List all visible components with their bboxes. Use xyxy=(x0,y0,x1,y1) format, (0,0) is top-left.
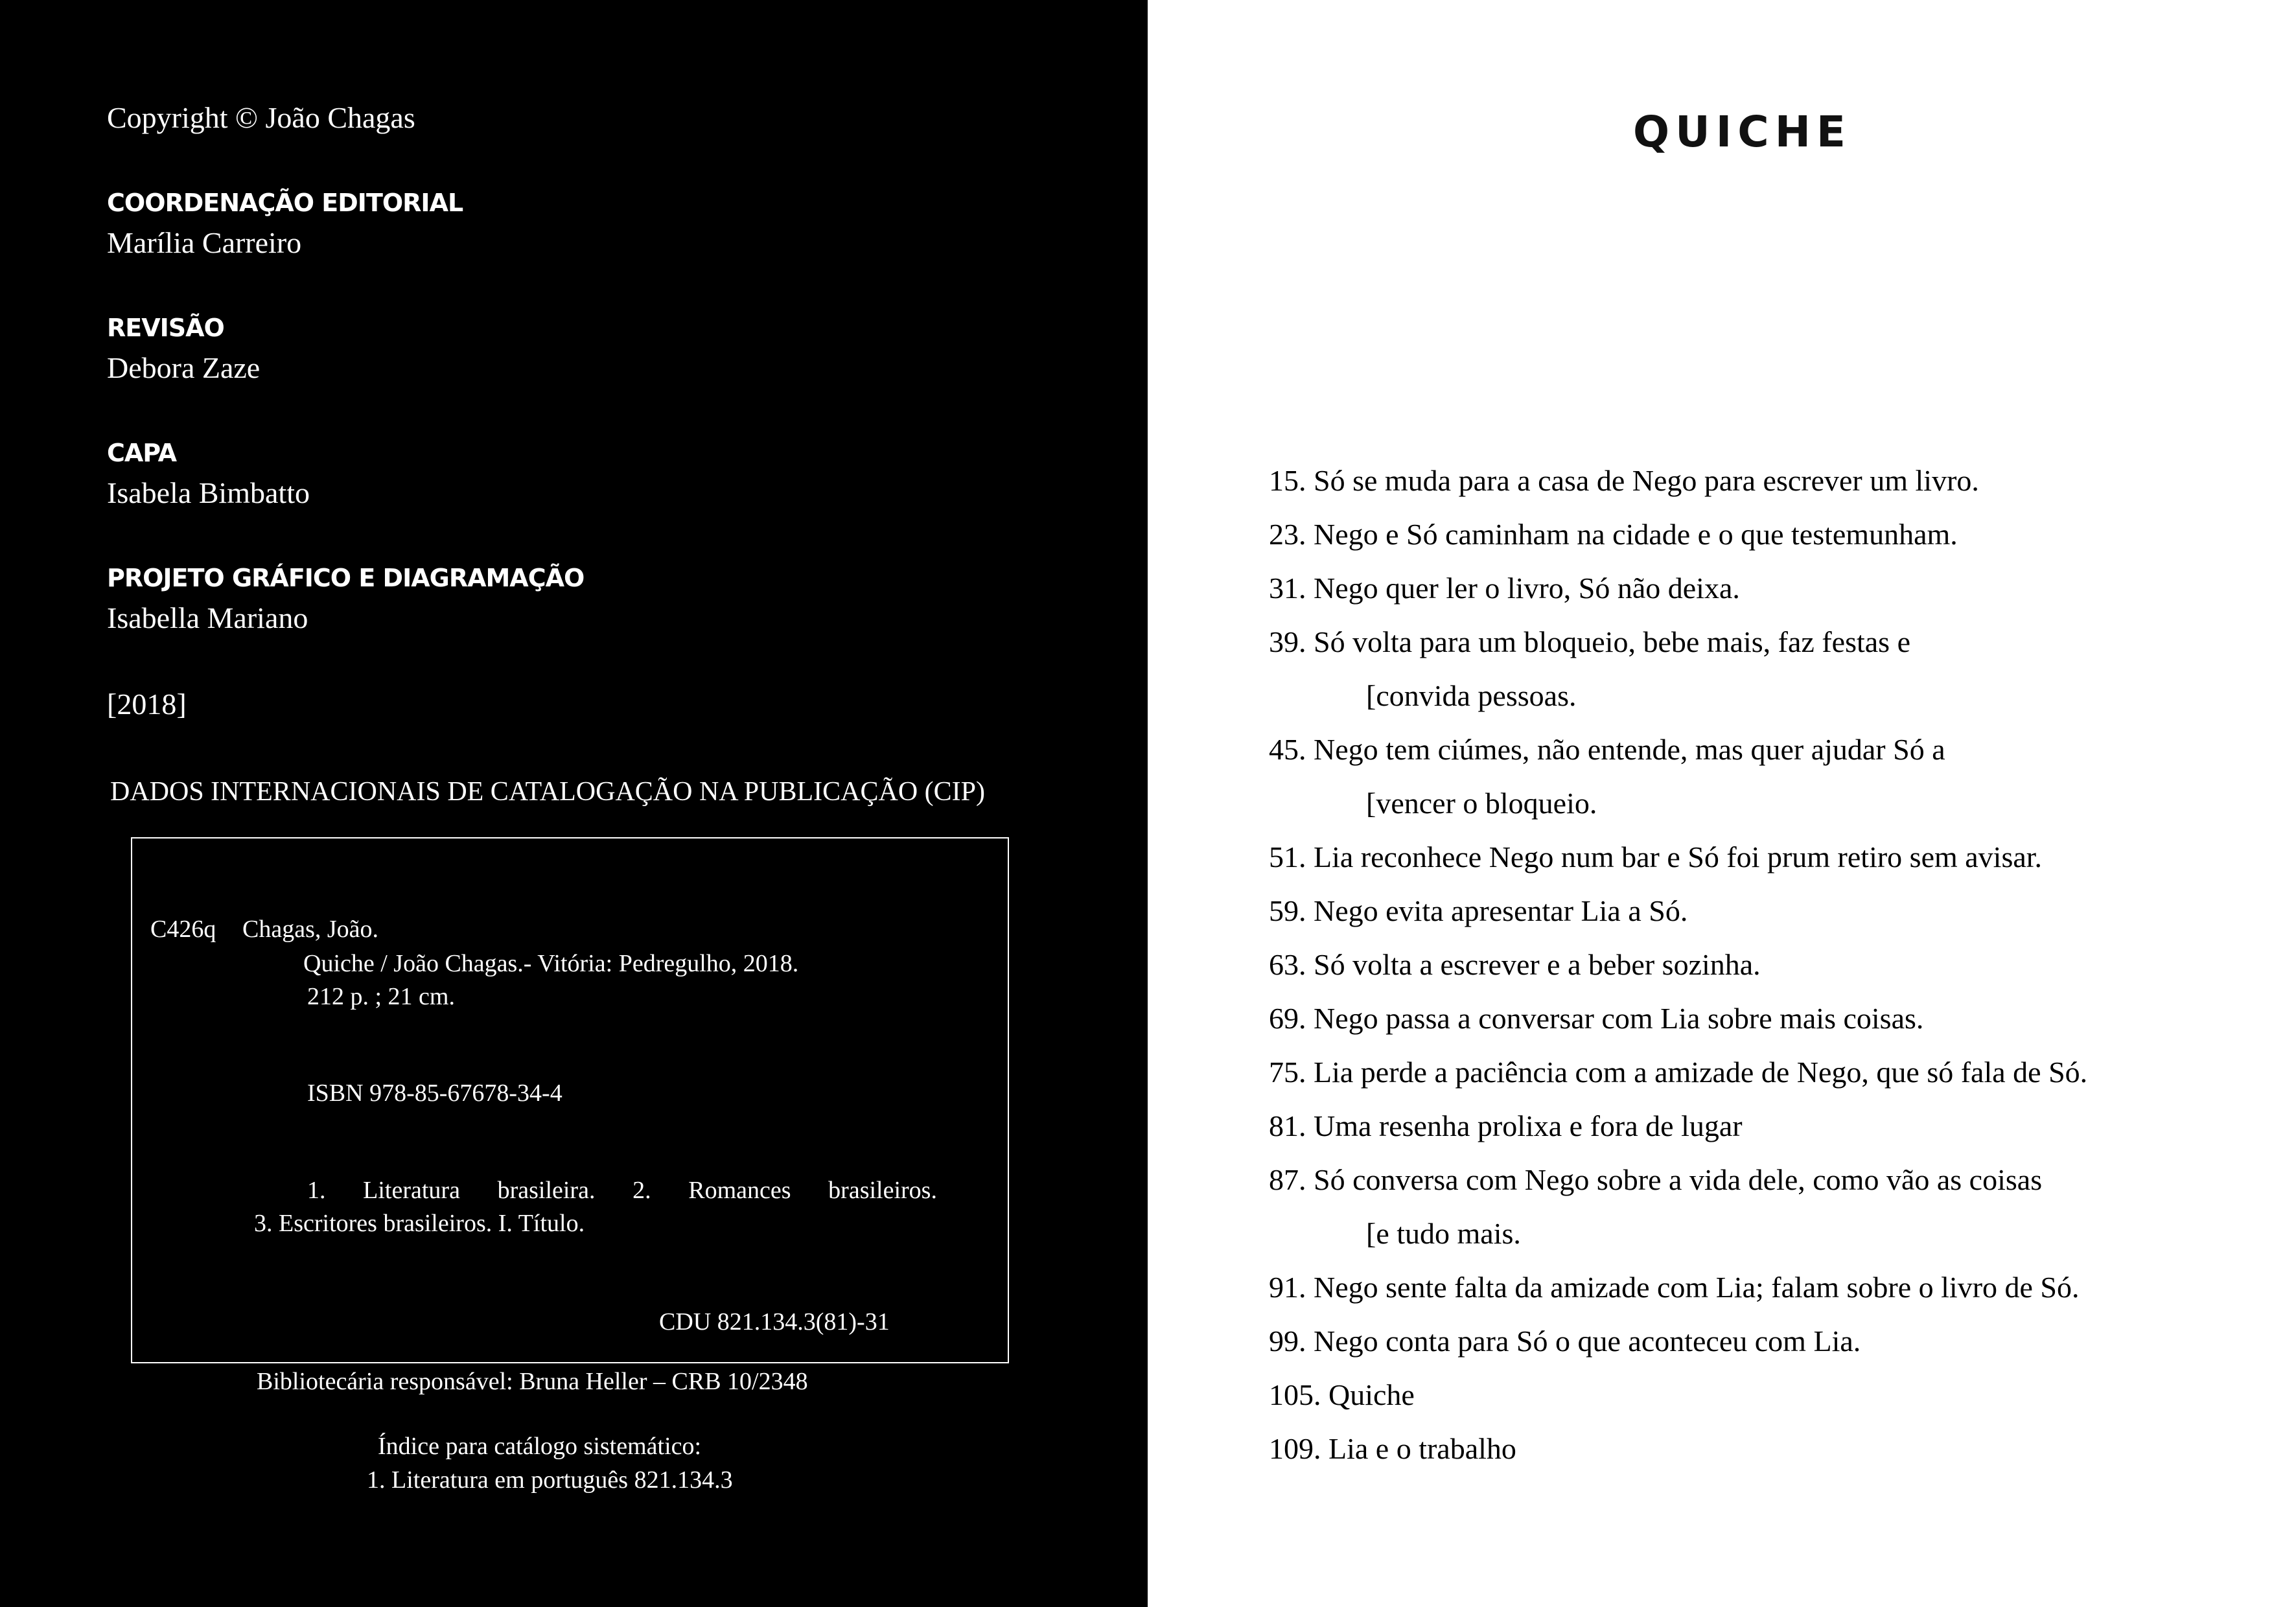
credit-name-coordination: Marília Carreiro xyxy=(107,226,302,259)
book-title: QUICHE xyxy=(1633,107,1852,157)
credit-name-cover: Isabela Bimbatto xyxy=(107,476,310,509)
toc-entry: 99. Nego conta para Só o que aconteceu com Lia. xyxy=(1269,1324,1861,1358)
cip-subject-word: 1. xyxy=(307,1177,326,1204)
cip-subjects-line-1 xyxy=(307,1176,937,1205)
toc-entry: 105. Quiche xyxy=(1269,1378,1415,1411)
toc-entry: 91. Nego sente falta da amizade com Lia; falam sobre o livro de Só. xyxy=(1269,1271,2080,1304)
cip-pages: 212 p. ; 21 cm. xyxy=(307,983,455,1010)
toc-entry: 69. Nego passa a conversar com Lia sobre mais coisas. xyxy=(1269,1002,1924,1035)
cip-subject-word: brasileira. xyxy=(497,1177,596,1204)
index-entry: 1. Literatura em português 821.134.3 xyxy=(367,1466,733,1494)
copyright-line: Copyright © João Chagas xyxy=(107,101,415,134)
credit-label-revision: REVISÃO xyxy=(107,314,224,342)
publication-year: [2018] xyxy=(107,688,187,721)
toc-entry: 59. Nego evita apresentar Lia a Só. xyxy=(1269,894,1688,927)
credit-label-coordination: COORDENAÇÃO EDITORIAL xyxy=(107,189,463,217)
toc-entry: 75. Lia perde a paciência com a amizade de Nego, que só fala de Só. xyxy=(1269,1056,2088,1089)
toc-entry: 45. Nego tem ciúmes, não entende, mas quer ajudar Só a xyxy=(1269,733,1945,766)
toc-entry: 23. Nego e Só caminham na cidade e o que testemunham. xyxy=(1269,518,1958,551)
toc-entry: 31. Nego quer ler o livro, Só não deixa. xyxy=(1269,572,1740,605)
toc-entry: 51. Lia reconhece Nego num bar e Só foi prum retiro sem avisar. xyxy=(1269,840,2043,873)
cip-title-line: Quiche / João Chagas.- Vitória: Pedregulho, 2018. xyxy=(303,950,799,977)
cip-subject-word: Romances xyxy=(688,1177,791,1204)
index-title: Índice para catálogo sistemático: xyxy=(378,1433,702,1460)
cip-subjects-line-2: 3. Escritores brasileiros. I. Título. xyxy=(254,1210,585,1237)
credit-name-design: Isabella Mariano xyxy=(107,601,308,634)
toc-entry: 15. Só se muda para a casa de Nego para escrever um livro. xyxy=(1269,464,1979,497)
credit-label-design: PROJETO GRÁFICO E DIAGRAMAÇÃO xyxy=(107,564,585,592)
cip-author: Chagas, João. xyxy=(242,916,379,943)
contents-page xyxy=(1148,0,2296,1607)
cip-subject-word: 2. xyxy=(632,1177,651,1204)
cip-subject-word: brasileiros. xyxy=(828,1177,937,1204)
toc-entry: 109. Lia e o trabalho xyxy=(1269,1432,1516,1465)
cip-isbn: ISBN 978-85-67678-34-4 xyxy=(307,1080,562,1107)
credit-name-revision: Debora Zaze xyxy=(107,351,261,384)
cip-title: DADOS INTERNACIONAIS DE CATALOGAÇÃO NA PUBLICAÇÃO (CIP) xyxy=(110,777,985,807)
credit-label-cover: CAPA xyxy=(107,439,177,467)
toc-entry-continuation: [e tudo mais. xyxy=(1366,1217,1521,1250)
toc-entry-continuation: [vencer o bloqueio. xyxy=(1366,787,1597,820)
toc-entry: 63. Só volta a escrever e a beber sozinha. xyxy=(1269,948,1761,981)
cip-call-number: C426q xyxy=(150,916,216,943)
librarian-line: Bibliotecária responsável: Bruna Heller – CRB 10/2348 xyxy=(257,1368,808,1395)
cip-cdu: CDU 821.134.3(81)-31 xyxy=(659,1308,890,1335)
toc-entry: 81. Uma resenha prolixa e fora de lugar xyxy=(1269,1109,1743,1142)
toc-entry: 87. Só conversa com Nego sobre a vida dele, como vão as coisas xyxy=(1269,1163,2043,1196)
cip-subject-word: Literatura xyxy=(363,1177,460,1204)
toc-entry-continuation: [convida pessoas. xyxy=(1366,679,1577,712)
toc-entry: 39. Só volta para um bloqueio, bebe mais, faz festas e xyxy=(1269,625,1910,658)
